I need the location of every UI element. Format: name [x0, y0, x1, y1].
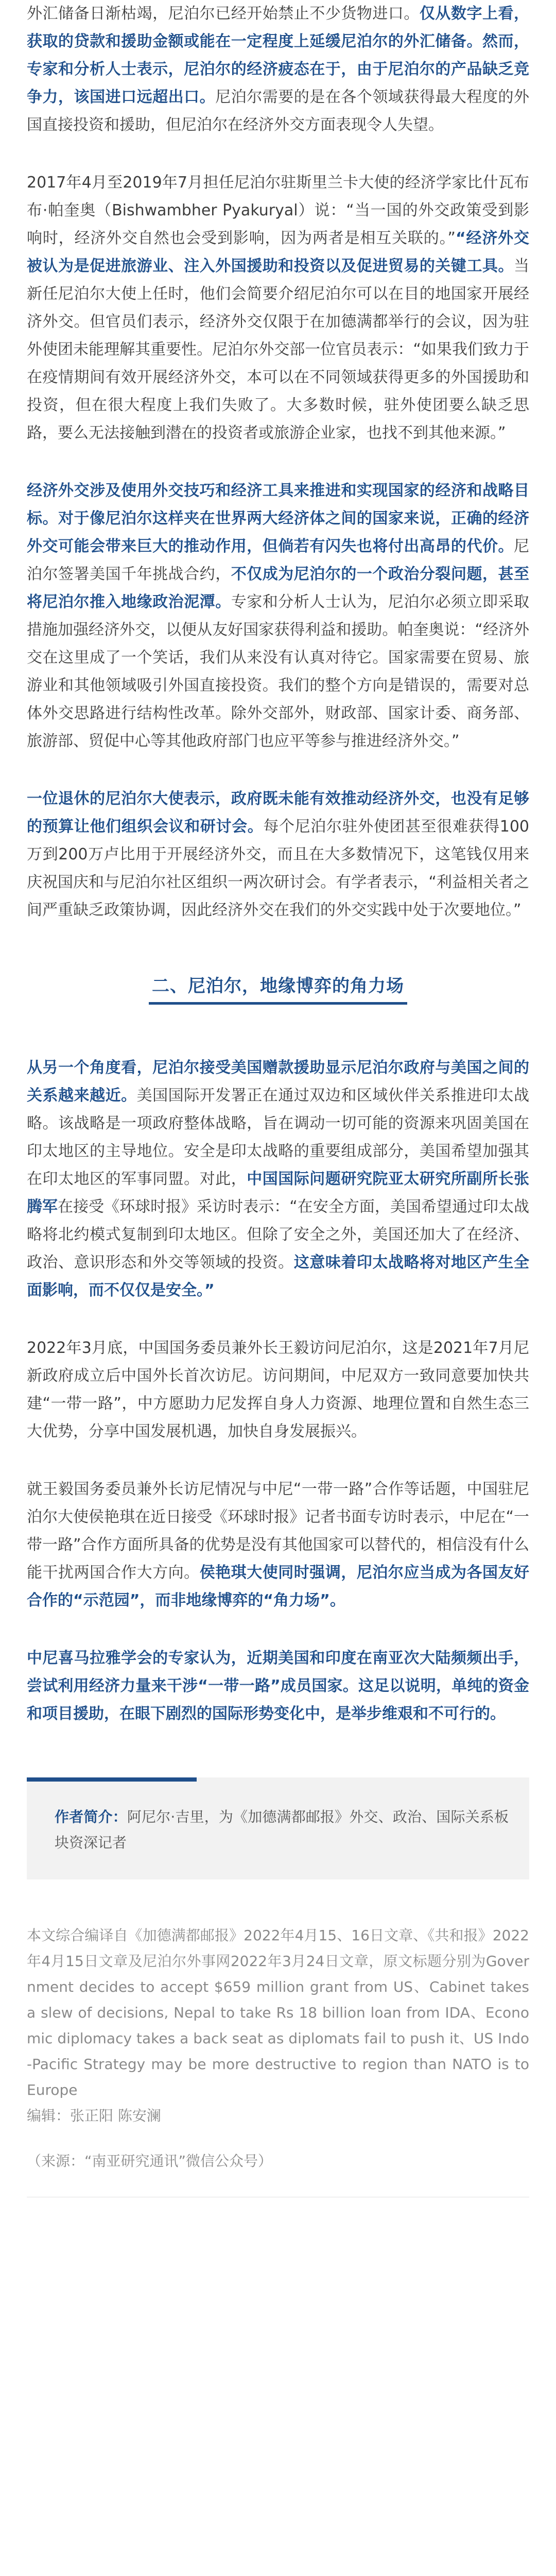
section-heading	[27, 972, 529, 1005]
section-heading-text: 二、尼泊尔，地缘博弈的角力场	[149, 972, 407, 1005]
article-body	[27, 0, 529, 2197]
highlight-text: 中国国际问题研究院亚太研究所副所长张腾军	[27, 1170, 530, 1216]
author-box-accent-bar	[27, 1777, 197, 1782]
highlight-text: “经济外交被认为是促进旅游业、注入外国援助和投资以及促进贸易的关键工具。	[27, 229, 530, 275]
paragraph-economic-diplomacy: 经济外交涉及使用外交技巧和经济工具来推进和实现国家的经济和战略目标。对于像尼泊尔这样夹在世界两大经济体之间的国家来说，正确的经济外交可能会带来巨大的推动作用，但倘若有闪失也将付出高昂的代价。尼泊尔签署美国千年挑战合约，不仅成为尼泊尔的一个政治分裂问题，甚至将尼泊尔推入地缘政治泥潭。专家和分析人士认为，尼泊尔必须立即采取措施加强经济外交，以便从友好国家获得利益和援助。帕奎奥说：“经济外交在这里成了一个笑话，我们从来没有认真对待它。国家需要在贸易、旅游业和其他领域吸引外国直接投资。我们的整个方向是错误的，需要对总体外交思路进行结构性改革。除外交部外，财政部、国家计委、商务部、旅游部、贸促中心等其他政府部门也应平等参与推进经济外交。”	[27, 482, 530, 750]
paragraph-pyakuryal-quote: 2017年4月至2019年7月担任尼泊尔驻斯里兰卡大使的经济学家比什瓦布布·帕奎奥（Bishwambher Pyakuryal）说：“当一国的外交政策受到影响时，经济外交自然也会受到影响，因为两者是相互关联的。”“经济外交被认为是促进旅游业、注入外国援助和投资以及促进贸易的关键工具。当新任尼泊尔大使上任时，他们会简要介绍尼泊尔可以在目的地国家开展经济外交。但官员们表示，经济外交仅限于在加德满都举行的会议，因为驻外使团未能理解其重要性。尼泊尔外交部一位官员表示：“如果我们致力于在疫情期间有效开展经济外交，本可以在不同领域获得更多的外国援助和投资，但在很大程度上我们失败了。大多数时候，驻外使团要么缺乏思路，要么无法接触到潜在的投资者或旅游企业家，也找不到其他来源。”	[27, 174, 530, 442]
highlight-text: 这意味着印太战略将对地区产生全面影响，而不仅仅是安全。”	[27, 1253, 530, 1299]
paragraph-retired-ambassador: 一位退休的尼泊尔大使表示，政府既未能有效推动经济外交，也没有足够的预算让他们组织会议和研讨会。每个尼泊尔驻外使团甚至很难获得100万到200万卢比用于开展经济外交，而且在大多数情况下，这笔钱仅用来庆祝国庆和与尼泊尔社区组织一两次研讨会。有学者表示，“利益相关者之间严重缺乏政策协调，因此经济外交在我们的外交实践中处于次要地位。”	[27, 790, 530, 919]
wechat-source: （来源：“南亚研究通讯”微信公众号）	[27, 2153, 273, 2170]
highlight-text: 经济外交涉及使用外交技巧和经济工具来推进和实现国家的经济和战略目标。对于像尼泊尔这样夹在世界两大经济体之间的国家来说，正确的经济外交可能会带来巨大的推动作用，但倘若有闪失也将付出高昂的代价。	[27, 482, 529, 555]
paragraph-hou-yanqi: 就王毅国务委员兼外长访尼情况与中尼“一带一路”合作等话题，中国驻尼泊尔大使侯艳琪在近日接受《环球时报》记者书面专访时表示，中尼在“一带一路”合作方面所具备的优势是没有其他国家可以替代的，相信没有什么能干扰两国合作大方向。侯艳琪大使同时强调，尼泊尔应当成为各国友好合作的“示范园”，而非地缘博弈的“角力场”。	[27, 1480, 530, 1609]
author-info-box	[27, 1777, 529, 1879]
author-label: 作者简介：	[55, 1808, 127, 1825]
author-intro: 作者简介：阿尼尔·吉里，为《加德满都邮报》外交、政治、国际关系板块资深记者	[55, 1808, 509, 1851]
highlight-text: 一位退休的尼泊尔大使表示，政府既未能有效推动经济外交，也没有足够的预算让他们组织会议和研讨会。	[27, 790, 529, 836]
highlight-text: 不仅成为尼泊尔的一个政治分裂问题，甚至将尼泊尔推入地缘政治泥潭。	[27, 565, 530, 611]
highlight-text: 仅从数字上看，获取的贷款和援助金额或能在一定程度上延缓尼泊尔的外汇储备。然而，专家和分析人士表示，尼泊尔的经济疲态在于，由于尼泊尔的产品缺乏竞争力，该国进口远超出口。	[27, 5, 530, 106]
editor-credit: 编辑：张正阳 陈安澜	[27, 2107, 161, 2124]
compilation-note: 本文综合编译自《加德满都邮报》2022年4月15、16日文章、《共和报》2022年4月15日文章及尼泊尔外事网2022年3月24日文章，原文标题分别为Government decides to accept $659 million grant from US、Cabinet takes a slew of decisions, Nepal to take Rs 18 billion loan from IDA、Economic diplomacy takes a back seat as diplomats fail to push it、US Indo-Pacific Strategy may be more destructive to region than NATO is to Europe	[27, 1927, 529, 2098]
paragraph-foreign-reserves: 外汇储备日渐枯竭，尼泊尔已经开始禁止不少货物进口。仅从数字上看，获取的贷款和援助金额或能在一定程度上延缓尼泊尔的外汇储备。然而，专家和分析人士表示，尼泊尔的经济疲态在于，由于尼泊尔的产品缺乏竞争力，该国进口远超出口。尼泊尔需要的是在各个领域获得最大程度的外国直接投资和援助，但尼泊尔在经济外交方面表现令人失望。	[27, 5, 530, 134]
highlight-text: 侯艳琪大使同时强调，尼泊尔应当成为各国友好合作的“示范园”，而非地缘博弈的“角力场”。	[27, 1564, 530, 1609]
paragraph-wang-yi-visit: 2022年3月底，中国国务委员兼外长王毅访问尼泊尔，这是2021年7月尼新政府成立后中国外长首次访尼。访问期间，中尼双方一致同意要加快共建“一带一路”，中方愿助力尼发挥自身人力资源、地理位置和自然生态三大优势，分享中国发展机遇，加快自身发展振兴。	[27, 1339, 529, 1440]
source-notes	[27, 1923, 529, 2174]
paragraph-himalaya-society	[27, 1645, 529, 1728]
highlight-text: 中尼喜马拉雅学会的专家认为，近期美国和印度在南亚次大陆频频出手，尝试利用经济力量来干涉“一带一路”成员国家。这足以说明，单纯的资金和项目援助，在眼下剧烈的国际形势变化中，是举步维艰和不可行的。	[27, 1649, 529, 1723]
paragraph-indo-pacific: 从另一个角度看，尼泊尔接受美国赠款援助显示尼泊尔政府与美国之间的关系越来越近。美国国际开发署正在通过双边和区域伙伴关系推进印太战略。该战略是一项政府整体战略，旨在调动一切可能的资源来巩固美国在印太地区的主导地位。安全是印太战略的重要组成部分，美国希望加强其在印太地区的军事同盟。对此，中国国际问题研究院亚太研究所副所长张腾军在接受《环球时报》采访时表示：“在安全方面，美国希望通过印太战略将北约模式复制到印太地区。但除了安全之外，美国还加大了在经济、政治、意识形态和外交等领域的投资。这意味着印太战略将对地区产生全面影响，而不仅仅是安全。”	[27, 1059, 530, 1299]
highlight-text: 从另一个角度看，尼泊尔接受美国赠款援助显示尼泊尔政府与美国之间的关系越来越近。	[27, 1059, 529, 1105]
